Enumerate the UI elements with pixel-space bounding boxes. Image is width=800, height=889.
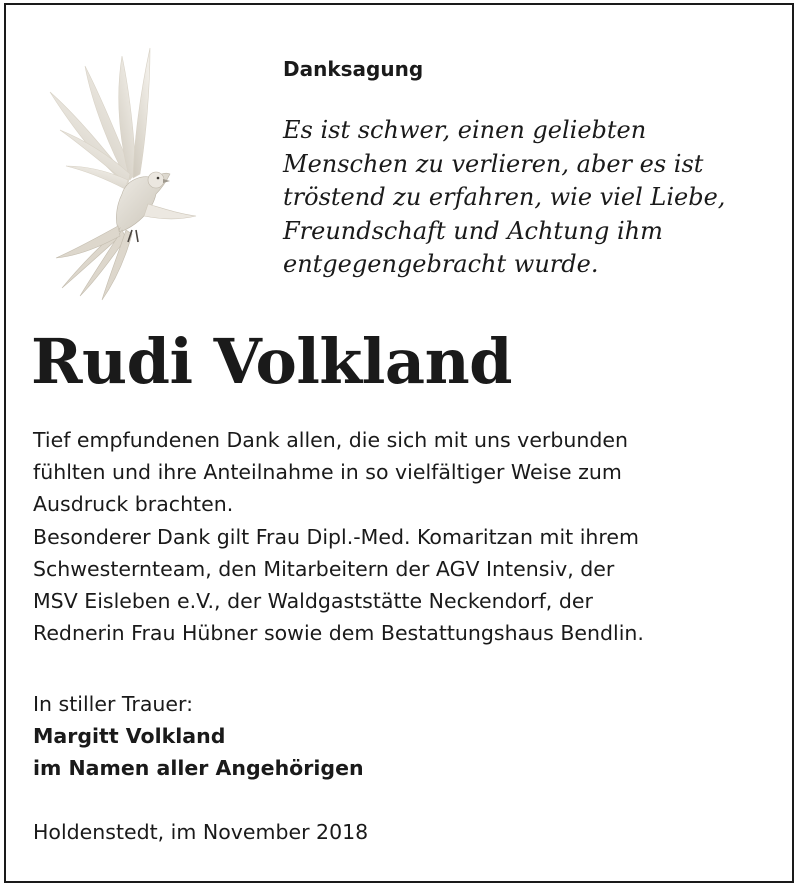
body-line: Schwesternteam, den Mitarbeitern der AGV Intensiv, der [33, 556, 615, 581]
dove-icon [30, 44, 202, 302]
thanks-body [33, 424, 644, 649]
body-line: Rednerin Frau Hübner sowie dem Bestattungshaus Bendlin. [33, 621, 644, 646]
place-date: Holdenstedt, im November 2018 [33, 820, 369, 844]
mourner-family: im Namen aller Angehörigen [33, 756, 364, 780]
quote-line: Es ist schwer, einen geliebten [283, 116, 647, 144]
quote-line: Menschen zu verlieren, aber es ist [283, 149, 704, 178]
body-line: fühlten und ihre Anteilnahme in so vielfältiger Weise zum [33, 460, 622, 485]
deceased-name: Rudi Volkland [31, 325, 513, 398]
body-line: Tief empfundenen Dank allen, die sich mit uns verbunden [33, 428, 628, 452]
quote-line: Freundschaft und Achtung ihm [283, 216, 663, 245]
mourner-name: Margitt Volkland [33, 724, 226, 748]
body-line: Besonderer Dank gilt Frau Dipl.-Med. Komaritzan mit ihrem [33, 524, 639, 549]
condolence-quote [283, 114, 783, 282]
mourning-block [33, 688, 364, 784]
quote-line: tröstend zu erfahren, wie viel Liebe, [283, 183, 726, 211]
notice-heading: Danksagung [283, 57, 424, 81]
mourning-intro: In stiller Trauer: [33, 692, 193, 716]
body-line: MSV Eisleben e.V., der Waldgaststätte Neckendorf, der [33, 589, 593, 614]
body-line: Ausdruck brachten. [33, 492, 234, 517]
quote-line: entgegengebracht wurde. [283, 250, 599, 278]
